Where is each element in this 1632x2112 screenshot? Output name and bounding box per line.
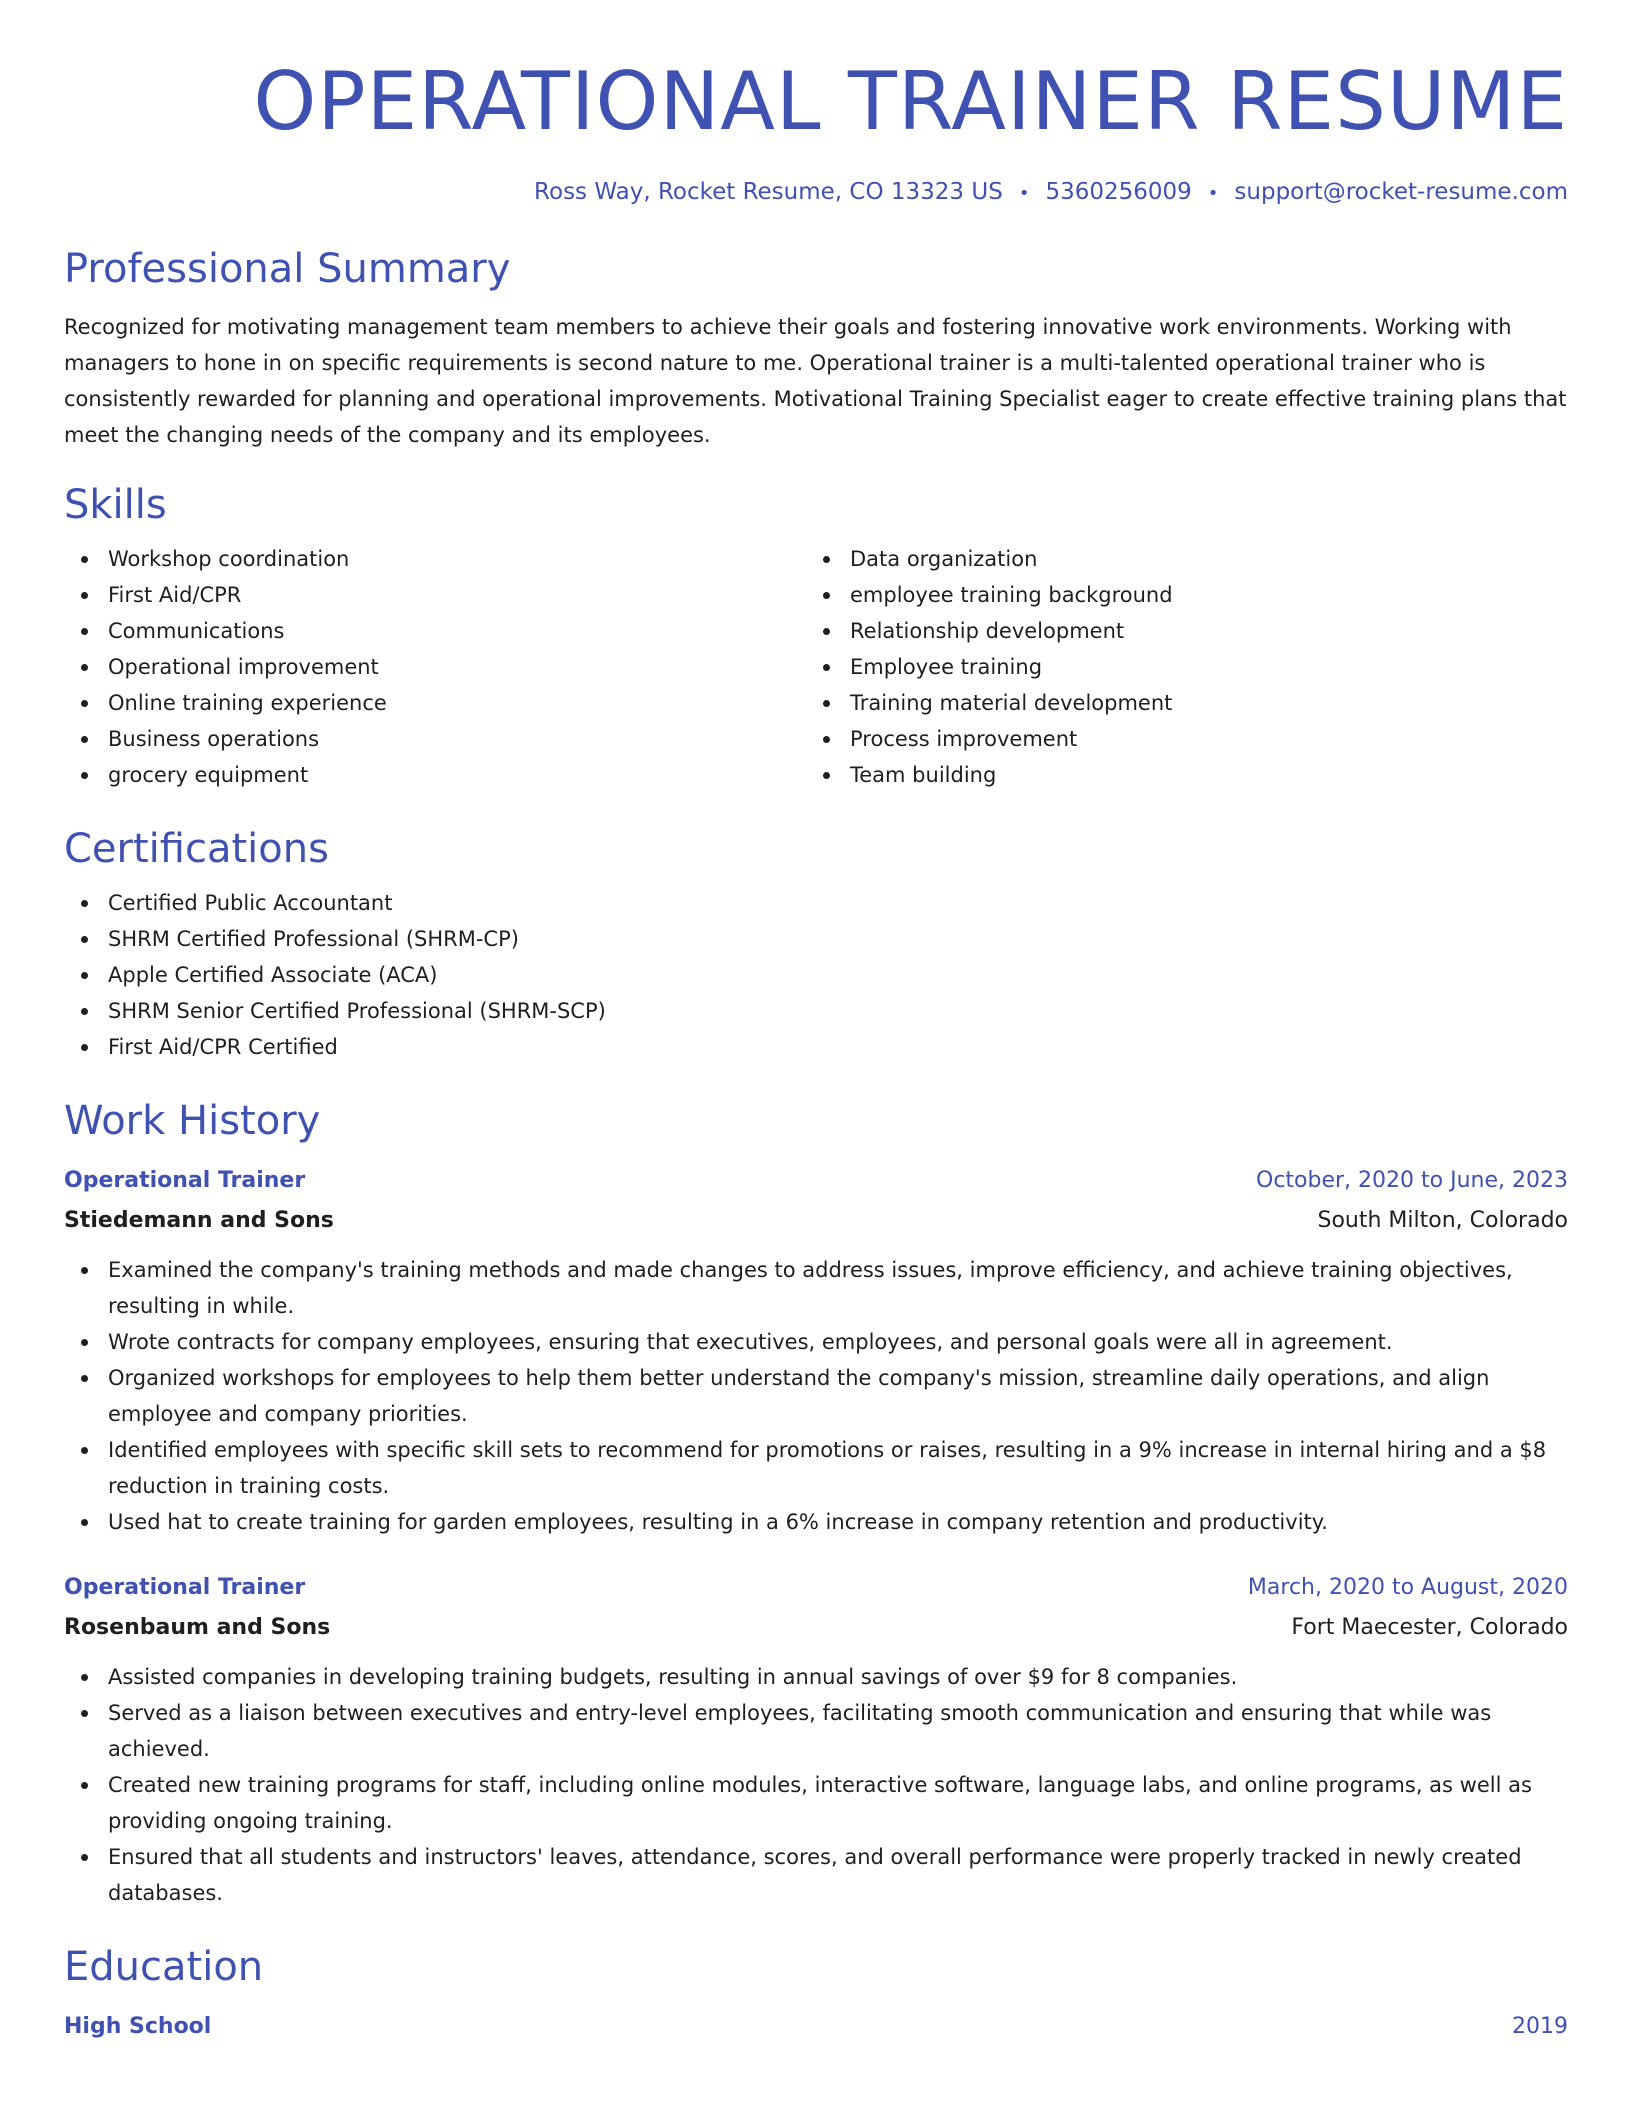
skill-item: Relationship development bbox=[806, 613, 1548, 649]
job-location: Fort Maecester, Colorado bbox=[1291, 1615, 1568, 1640]
job-entry bbox=[64, 1161, 1568, 1540]
job-header-row bbox=[64, 1568, 1568, 1608]
job-bullet: Created new training programs for staff, including online modules, interactive software, language labs, and online programs, as well as providing ongoing training. bbox=[64, 1767, 1568, 1839]
job-location: South Milton, Colorado bbox=[1317, 1208, 1568, 1233]
skill-item: grocery equipment bbox=[64, 757, 806, 793]
job-bullet: Served as a liaison between executives and entry-level employees, facilitating smooth communication and ensuring that while was achieved. bbox=[64, 1695, 1568, 1767]
job-bullet: Used hat to create training for garden employees, resulting in a 6% increase in company retention and productivity. bbox=[64, 1504, 1568, 1540]
contact-email[interactable]: support@rocket-resume.com bbox=[1234, 179, 1568, 205]
education-heading: Education bbox=[64, 1944, 264, 1990]
job-bullet: Assisted companies in developing training budgets, resulting in annual savings of over $9 for 8 companies. bbox=[64, 1659, 1568, 1695]
certification-item: Certified Public Accountant bbox=[64, 885, 1568, 921]
summary-heading: Professional Summary bbox=[64, 246, 511, 292]
certification-item: SHRM Senior Certified Professional (SHRM-SCP) bbox=[64, 993, 1568, 1029]
contact-address: Ross Way, Rocket Resume, CO 13323 US bbox=[534, 179, 1003, 205]
job-title: Operational Trainer bbox=[64, 1575, 306, 1600]
job-title: Operational Trainer bbox=[64, 1168, 306, 1193]
job-bullet: Examined the company's training methods and made changes to address issues, improve efficiency, and achieve training objectives, resulting in while. bbox=[64, 1252, 1568, 1324]
job-bullets bbox=[64, 1659, 1568, 1911]
contact-line bbox=[64, 177, 1568, 209]
skill-item: Employee training bbox=[806, 649, 1548, 685]
skill-item: Business operations bbox=[64, 721, 806, 757]
job-bullet: Wrote contracts for company employees, ensuring that executives, employees, and personal goals were all in agreement. bbox=[64, 1324, 1568, 1360]
job-dates: March, 2020 to August, 2020 bbox=[1247, 1575, 1568, 1600]
education-entry bbox=[64, 2007, 1568, 2047]
job-dates: October, 2020 to June, 2023 bbox=[1256, 1168, 1568, 1193]
certification-item: Apple Certified Associate (ACA) bbox=[64, 957, 1568, 993]
skills-list-right bbox=[806, 541, 1548, 793]
contact-separator: • bbox=[1207, 183, 1219, 204]
job-bullet: Organized workshops for employees to help them better understand the company's mission, streamline daily operations, and align employee and company priorities. bbox=[64, 1360, 1568, 1432]
resume-title: OPERATIONAL TRAINER RESUME bbox=[253, 55, 1568, 148]
skills-columns bbox=[64, 541, 1568, 793]
skill-item: Data organization bbox=[806, 541, 1548, 577]
skills-heading: Skills bbox=[64, 482, 167, 528]
job-company-row bbox=[64, 1201, 1568, 1241]
contact-separator: • bbox=[1018, 183, 1030, 204]
job-company: Rosenbaum and Sons bbox=[64, 1615, 331, 1640]
work-history-heading: Work History bbox=[64, 1098, 321, 1144]
certifications-list bbox=[64, 885, 1568, 1065]
job-bullet: Identified employees with specific skill sets to recommend for promotions or raises, resulting in a 9% increase in internal hiring and a $8 reduction in training costs. bbox=[64, 1432, 1568, 1504]
job-entry bbox=[64, 1568, 1568, 1911]
skill-item: Communications bbox=[64, 613, 806, 649]
skill-item: employee training background bbox=[806, 577, 1548, 613]
job-company: Stiedemann and Sons bbox=[64, 1208, 334, 1233]
skill-item: Workshop coordination bbox=[64, 541, 806, 577]
job-header-row bbox=[64, 1161, 1568, 1201]
job-bullets bbox=[64, 1252, 1568, 1540]
certifications-heading: Certifications bbox=[64, 826, 329, 872]
certification-item: SHRM Certified Professional (SHRM-CP) bbox=[64, 921, 1568, 957]
skill-item: Operational improvement bbox=[64, 649, 806, 685]
summary-text: Recognized for motivating management team members to achieve their goals and fostering innovative work environments. Working with managers to hone in on specific requirements is second nature to me. Operational trainer is a multi-talented operational trainer who is consistently rewarded for planning and operational improvements. Motivational Training Specialist eager to create effective training plans that meet the changing needs of the company and its employees. bbox=[64, 315, 1567, 447]
job-company-row bbox=[64, 1608, 1568, 1648]
skill-item: Process improvement bbox=[806, 721, 1548, 757]
skill-item: Team building bbox=[806, 757, 1548, 793]
skill-item: Online training experience bbox=[64, 685, 806, 721]
job-bullet: Ensured that all students and instructors' leaves, attendance, scores, and overall performance were properly tracked in newly created databases. bbox=[64, 1839, 1568, 1911]
contact-phone: 5360256009 bbox=[1045, 179, 1192, 205]
skill-item: First Aid/CPR bbox=[64, 577, 806, 613]
certification-item: First Aid/CPR Certified bbox=[64, 1029, 1568, 1065]
education-year: 2019 bbox=[1512, 2014, 1568, 2039]
skills-list-left bbox=[64, 541, 806, 793]
skill-item: Training material development bbox=[806, 685, 1548, 721]
education-degree: High School bbox=[64, 2014, 212, 2039]
